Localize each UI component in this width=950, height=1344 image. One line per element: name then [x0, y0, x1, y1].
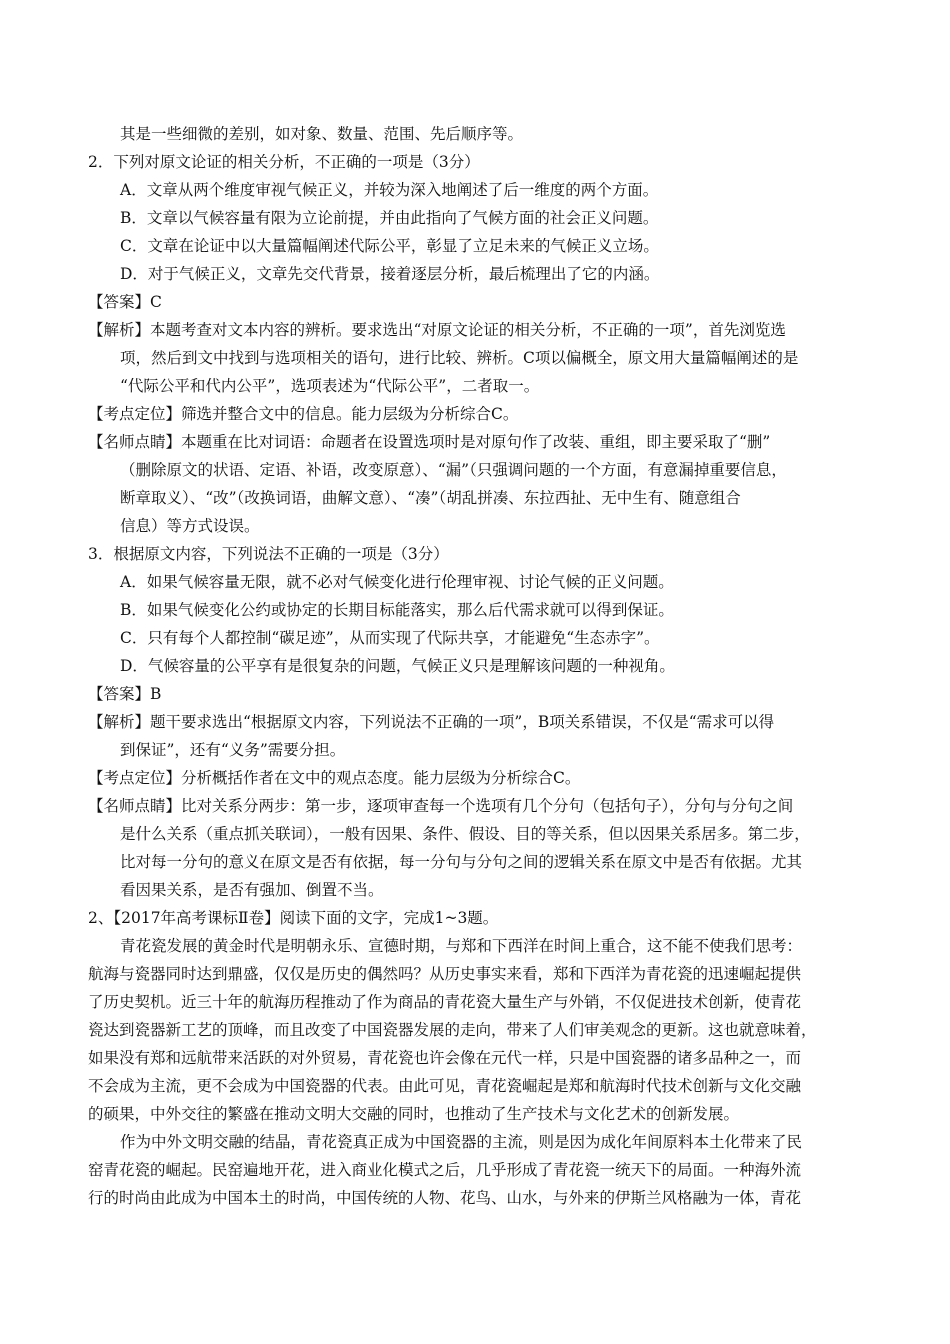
key-point-text: 【考点定位】筛选并整合文中的信息。能力层级为分析综合C。: [88, 405, 519, 423]
analysis-text: 【解析】本题考查对文本内容的辨析。要求选出“对原文论证的相关分析，不正确的一项”，首先浏览选: [88, 321, 786, 339]
passage-line: 如果没有郑和远航带来活跃的对外贸易，青花瓷也许会像在元代一样，只是中国瓷器的诸多品种之一，而: [88, 1049, 802, 1067]
option-d: D．气候容量的公平享有是很复杂的问题，气候正义只是理解该问题的一种视角。: [120, 657, 675, 675]
question-3-stem: 3．根据原文内容，下列说法不正确的一项是（3分）: [88, 545, 449, 563]
option-b: B．文章以气候容量有限为立论前提，并由此指向了气候方面的社会正义问题。: [120, 209, 659, 227]
section-heading: 2、【2017年高考课标Ⅱ卷】阅读下面的文字，完成1~3题。: [88, 909, 499, 927]
passage-line: 了历史契机。近三十年的航海历程推动了作为商品的青花瓷大量生产与外销，不仅促进技术创新，使青花: [88, 993, 802, 1011]
teacher-tip-text: 信息）等方式设误。: [120, 517, 260, 535]
teacher-tip-text: 【名师点睛】本题重在比对词语：命题者在设置选项时是对原句作了改装、重组，即主要采取了“删”: [88, 433, 771, 451]
teacher-tip-text: 比对每一分句的意义在原文是否有依据，每一分句与分句之间的逻辑关系在原文中是否有依据。尤其: [120, 853, 803, 871]
teacher-tip-text: 看因果关系，是否有强加、倒置不当。: [120, 881, 384, 899]
passage-line: 不会成为主流，更不会成为中国瓷器的代表。由此可见，青花瓷崛起是郑和航海时代技术创新与文化交融: [88, 1077, 802, 1095]
option-d: D．对于气候正义，文章先交代背景，接着逐层分析，最后梳理出了它的内涵。: [120, 265, 660, 283]
analysis-text: “代际公平和代内公平”，选项表述为“代际公平”，二者取一。: [120, 377, 540, 395]
teacher-tip-text: （删除原文的状语、定语、补语，改变原意）、“漏”（只强调问题的一个方面，有意漏掉重要信息，: [120, 461, 787, 479]
teacher-tip-text: 是什么关系（重点抓关联词），一般有因果、条件、假设、目的等关系，但以因果关系居多。第二步，: [120, 825, 810, 843]
teacher-tip-text: 断章取义）、“改”（改换词语，曲解文意）、“凑”（胡乱拼凑、东拉西扯、无中生有、随意组合: [120, 489, 741, 507]
passage-line: 作为中外文明交融的结晶，青花瓷真正成为中国瓷器的主流，则是因为成化年间原料本土化带来了民: [120, 1133, 803, 1151]
question-2-stem: 2．下列对原文论证的相关分析，不正确的一项是（3分）: [88, 153, 480, 171]
passage-line: 行的时尚由此成为中国本土的时尚，中国传统的人物、花鸟、山水，与外来的伊斯兰风格融为一体，青花: [88, 1189, 802, 1207]
option-c: C．只有每个人都控制“碳足迹”，从而实现了代际共享，才能避免“生态赤字”。: [120, 629, 660, 647]
passage-line: 瓷达到瓷器新工艺的顶峰，而且改变了中国瓷器发展的走向，带来了人们审美观念的更新。这也就意味着，: [88, 1021, 817, 1039]
text-line: 其是一些细微的差别，如对象、数量、范围、先后顺序等。: [120, 125, 524, 143]
analysis-text: 项，然后到文中找到与选项相关的语句，进行比较、辨析。C项以偏概全，原文用大量篇幅阐述的是: [120, 349, 799, 367]
answer-label: 【答案】C: [88, 293, 162, 311]
passage-line: 航海与瓷器同时达到鼎盛，仅仅是历史的偶然吗？从历史事实来看，郑和下西洋为青花瓷的迅速崛起提供: [88, 965, 802, 983]
option-a: A．文章从两个维度审视气候正义，并较为深入地阐述了后一维度的两个方面。: [120, 181, 659, 199]
passage-line: 窑青花瓷的崛起。民窑遍地开花，进入商业化模式之后，几乎形成了青花瓷一统天下的局面。一种海外流: [88, 1161, 802, 1179]
answer-label: 【答案】B: [88, 685, 162, 703]
option-b: B．如果气候变化公约或协定的长期目标能落实，那么后代需求就可以得到保证。: [120, 601, 674, 619]
option-a: A．如果气候容量无限，就不必对气候变化进行伦理审视、讨论气候的正义问题。: [120, 573, 674, 591]
passage-line: 的硕果，中外交往的繁盛在推动文明大交融的同时，也推动了生产技术与文化艺术的创新发展。: [88, 1105, 740, 1123]
key-point-text: 【考点定位】分析概括作者在文中的观点态度。能力层级为分析综合C。: [88, 769, 581, 787]
teacher-tip-text: 【名师点睛】比对关系分两步：第一步，逐项审查每一个选项有几个分句（包括句子），分句与分句之间: [88, 797, 794, 815]
option-c: C．文章在论证中以大量篇幅阐述代际公平，彰显了立足未来的气候正义立场。: [120, 237, 659, 255]
passage-line: 青花瓷发展的黄金时代是明朝永乐、宣德时期，与郑和下西洋在时间上重合，这不能不使我们思考：: [120, 937, 803, 955]
analysis-text: 【解析】题干要求选出“根据原文内容，下列说法不正确的一项”，B项关系错误，不仅是“需求可以得: [88, 713, 775, 731]
analysis-text: 到保证”，还有“义务”需要分担。: [120, 741, 346, 759]
